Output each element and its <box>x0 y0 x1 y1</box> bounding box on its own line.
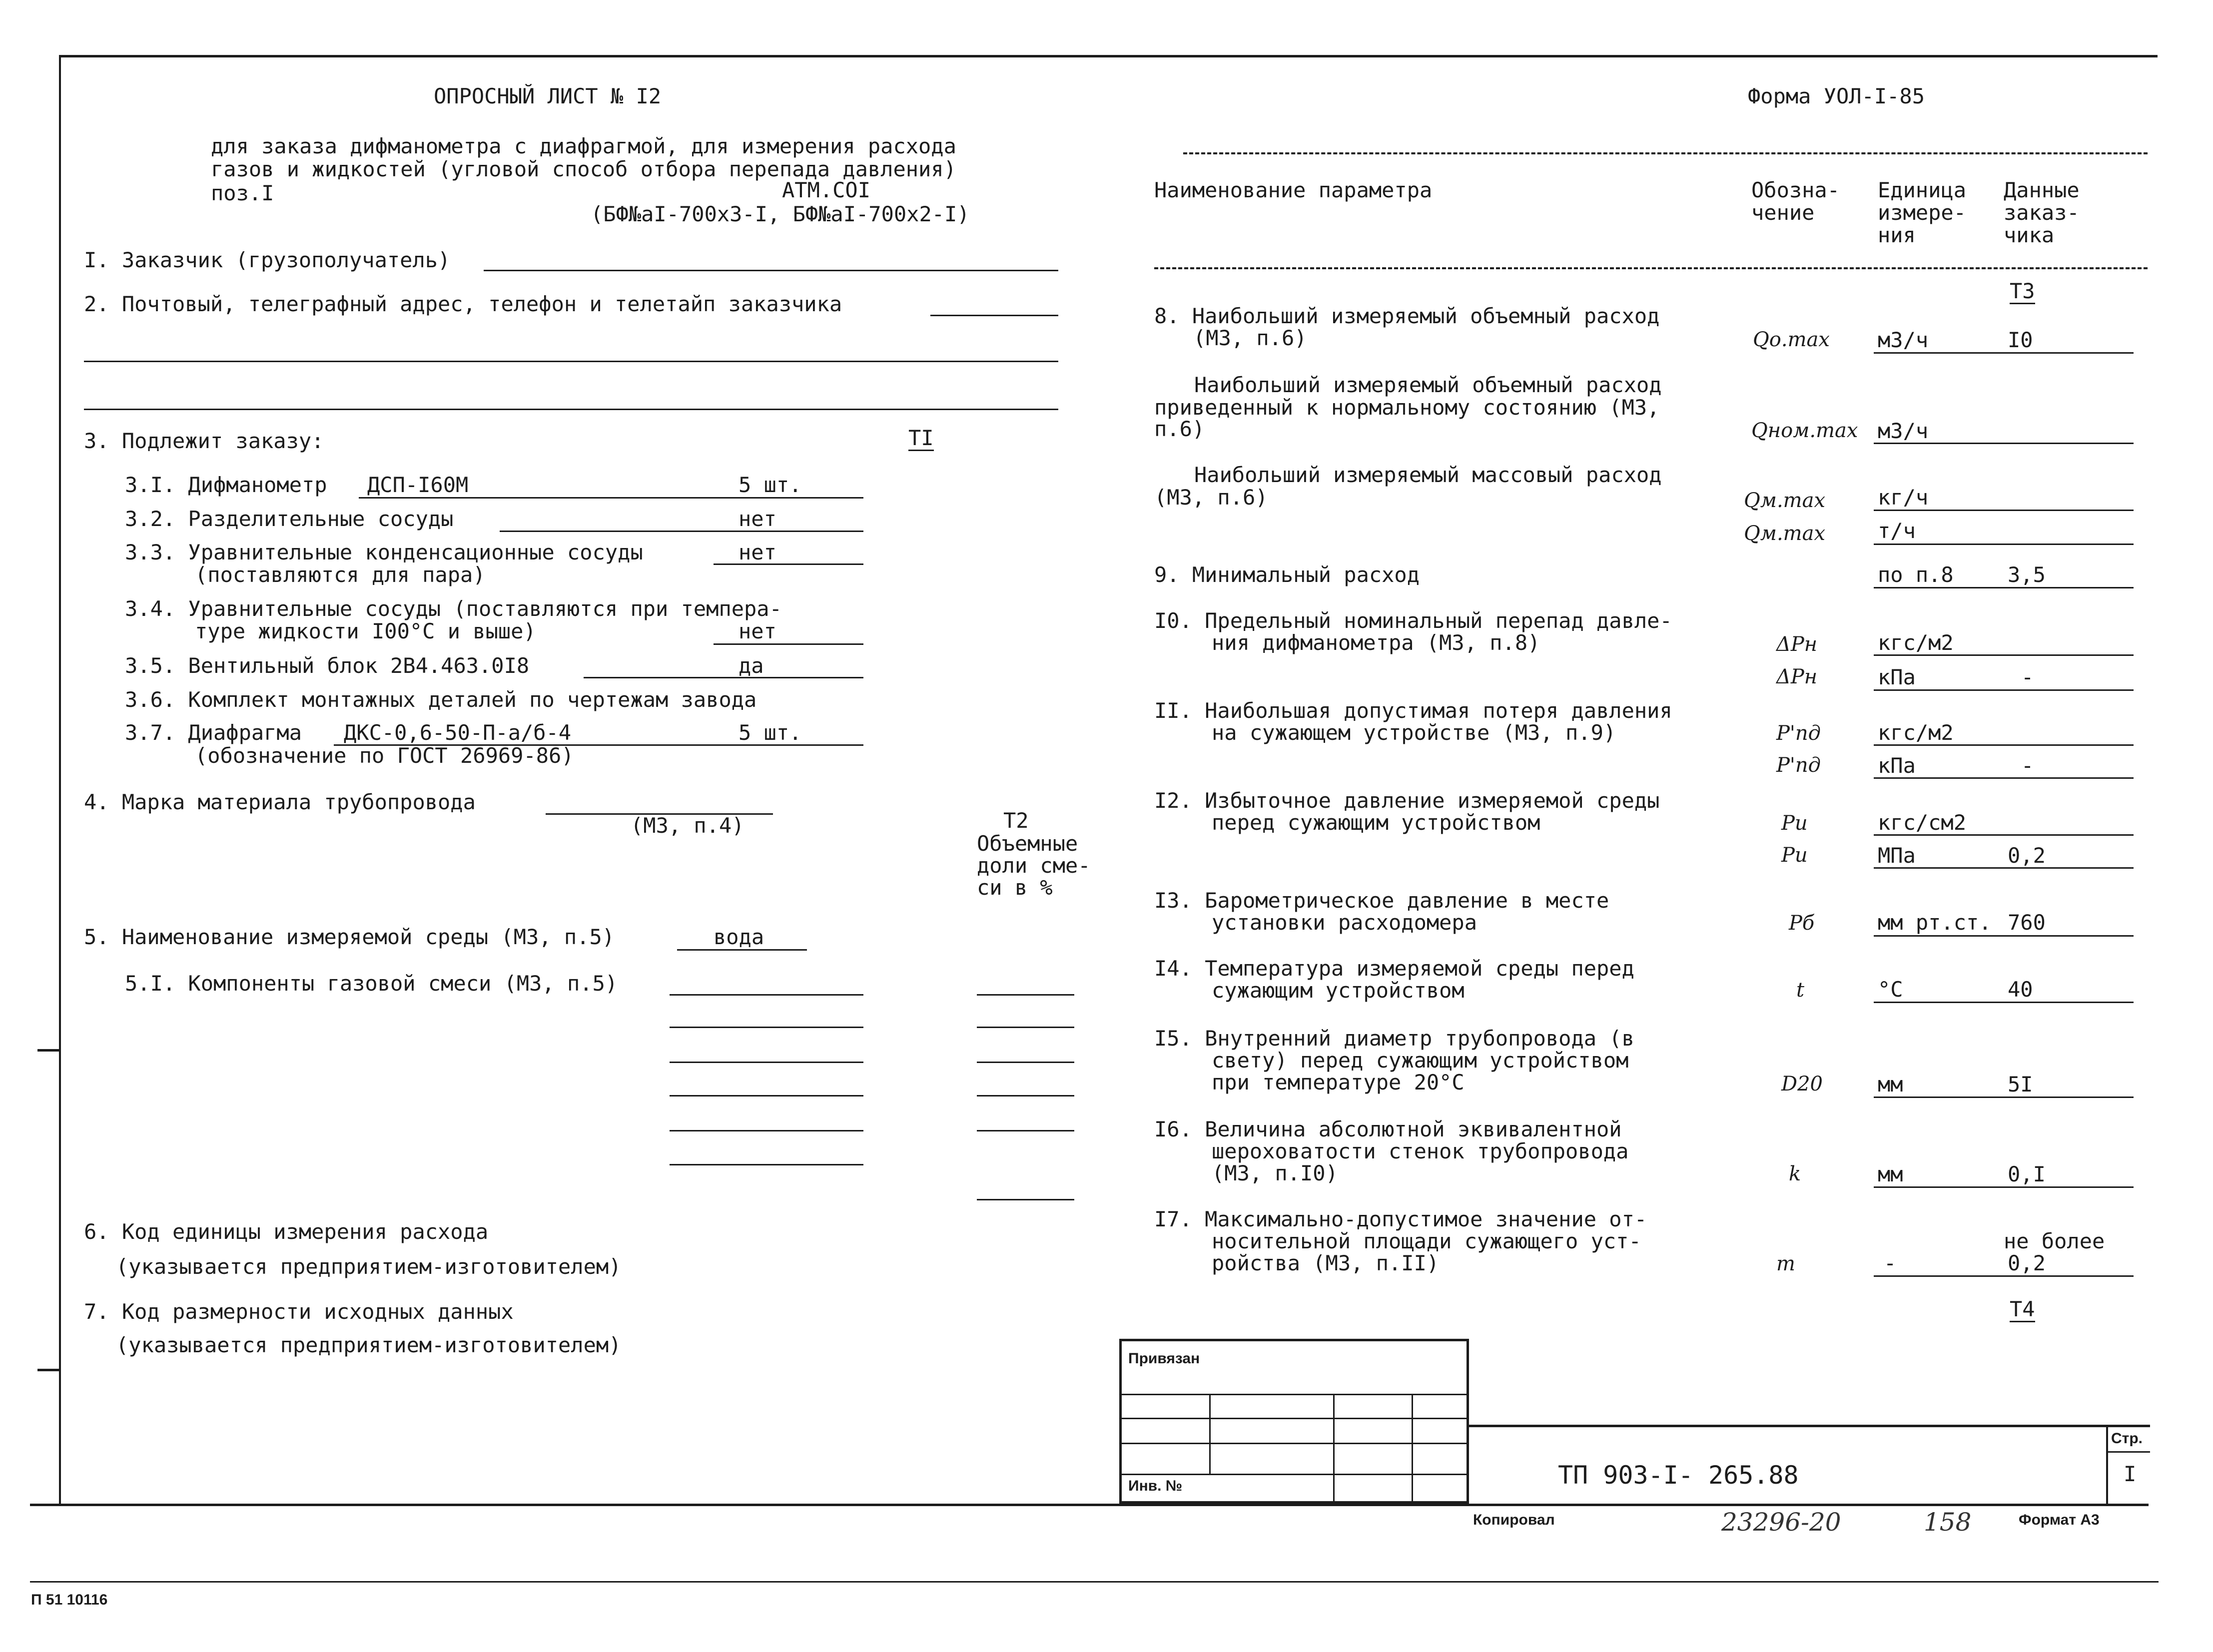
row-12-rule-1 <box>1874 834 2134 836</box>
col-name-header: Наименование параметра <box>1154 178 1433 202</box>
page-label: Стр. <box>2111 1430 2143 1447</box>
row-14-unit: °С <box>1878 977 1903 1002</box>
col-unit-header-3: ния <box>1878 223 1916 247</box>
sub-3-4-qty: нет <box>738 619 776 643</box>
row-17-rule <box>1874 1275 2134 1277</box>
sheet-title: ОПРОСНЫЙ ЛИСТ № I2 <box>434 84 662 108</box>
t2-note-1: Объемные <box>977 831 1078 856</box>
sub-3-3-label: 3.3. Уравнительные конденсационные сосуды <box>125 540 643 564</box>
row-13-unit: мм рт.ст. <box>1878 910 1992 935</box>
row-8-value: I0 <box>2008 328 2033 352</box>
page-bottom-rule <box>30 1581 2159 1583</box>
sub-3-3-line <box>714 563 863 565</box>
row-17-value-1: не более <box>2004 1229 2105 1253</box>
row-10-line1: I0. Предельный номинальный перепад давле- <box>1154 608 1672 633</box>
col-unit-header-1: Единица <box>1878 178 1967 202</box>
col-data-header-1: Данные <box>2004 178 2080 202</box>
row-12-symbol-2: Pи <box>1781 844 1808 867</box>
row-10-value-2: - <box>2021 665 2034 689</box>
comp-line-1 <box>670 994 863 996</box>
col-symbol-header-2: чение <box>1751 200 1815 225</box>
item-2-address: 2. Почтовый, телеграфный адрес, телефон и телетайп заказчика <box>84 292 842 316</box>
comp-line-4 <box>670 1095 863 1097</box>
row-8c-line2: (М3, п.6) <box>1154 485 1268 510</box>
sub-3-7-value: ДКС-0,6-50-П-а/б-4 <box>344 720 572 745</box>
col-data-header-3: чика <box>2004 223 2055 247</box>
sub-3-1-qty: 5 шт. <box>738 473 802 497</box>
row-8b-line3: п.6) <box>1154 417 1205 441</box>
row-12-unit-2: МПа <box>1878 843 1916 868</box>
sub-3-7-note: (обозначение по ГОСТ 26969-86) <box>195 743 574 768</box>
row-8b-line2: приведенный к нормальному состоянию (М3, <box>1154 395 1660 420</box>
row-10-rule-2 <box>1874 689 2134 691</box>
subtitle-line-2: газов и жидкостей (угловой способ отбора перепада давления) <box>211 157 956 181</box>
row-12-rule-2 <box>1874 867 2134 869</box>
row-16-unit: мм <box>1878 1162 1903 1186</box>
frac-line-2 <box>977 1027 1074 1028</box>
sub-3-5-label: 3.5. Вентильный блок 2В4.463.0I8 <box>125 653 530 678</box>
t2-label: Т2 <box>1003 808 1029 833</box>
item-5-medium: 5. Наименование измеряемой среды (М3, п.5) <box>84 925 615 949</box>
stamp-row-1 <box>1119 1394 1467 1395</box>
format-label: Формат А3 <box>2019 1512 2100 1528</box>
row-10-unit-2: кПа <box>1878 665 1916 689</box>
frac-line-3 <box>977 1062 1074 1063</box>
row-9-label: 9. Минимальный расход <box>1154 562 1420 587</box>
row-15-symbol: D20 <box>1781 1073 1823 1096</box>
row-12-line1: I2. Избыточное давление измеряемой среды <box>1154 788 1660 813</box>
comp-line-3 <box>670 1062 863 1063</box>
row-16-value: 0,I <box>2008 1162 2046 1186</box>
copied-label: Копировал <box>1473 1512 1555 1528</box>
row-8-line1: 8. Наибольший измеряемый объемный расход <box>1154 304 1660 328</box>
row-16-line1: I6. Величина абсолютной эквивалентной <box>1154 1117 1622 1141</box>
row-8b-symbol: Qном.max <box>1751 419 1858 442</box>
item-2-line-b <box>84 361 1058 362</box>
row-9-unit: по п.8 <box>1878 562 1954 587</box>
sub-3-2-label: 3.2. Разделительные сосуды <box>125 507 454 531</box>
frame-top <box>59 55 2158 57</box>
item-1-line <box>484 270 1058 271</box>
row-15-value: 5I <box>2008 1072 2033 1097</box>
binding-mark-2 <box>37 1369 60 1371</box>
row-12-symbol-1: Pи <box>1781 812 1808 835</box>
row-8c-unit-2: т/ч <box>1878 519 1916 543</box>
sub-3-3-note: (поставляются для пара) <box>195 562 486 587</box>
stamp-privyazan: Привязан <box>1128 1350 1200 1367</box>
t2-note-2: доли сме- <box>977 853 1091 878</box>
sub-3-1-label: 3.I. Дифманометр <box>125 473 327 497</box>
title-block-top <box>1467 1425 2150 1427</box>
page-cell-divider <box>2106 1451 2150 1453</box>
item-5-value: вода <box>714 925 764 949</box>
item-4-ref: (М3, п.4) <box>631 813 744 838</box>
row-11-unit-2: кПа <box>1878 753 1916 778</box>
sub-3-1-line <box>359 497 863 499</box>
row-11-value-2: - <box>2021 753 2034 778</box>
row-13-value: 760 <box>2008 910 2046 935</box>
subtitle-codes: (БФ№аI-700х3-I, БФ№аI-700х2-I) <box>591 202 970 226</box>
page-number: I <box>2124 1462 2137 1486</box>
row-16-symbol: k <box>1789 1162 1801 1185</box>
row-8-rule <box>1874 352 2134 354</box>
binding-mark-1 <box>37 1049 60 1052</box>
stamp-row-2 <box>1119 1418 1467 1419</box>
row-11-rule-1 <box>1874 744 2134 746</box>
row-15-rule <box>1874 1097 2134 1098</box>
row-12-line2: перед сужающим устройством <box>1212 810 1540 835</box>
frame-bottom <box>30 1504 2149 1506</box>
item-5-line <box>677 949 807 951</box>
row-8c-unit-1: кг/ч <box>1878 485 1929 510</box>
row-15-line2: свету) перед сужающим устройством <box>1212 1048 1629 1073</box>
row-11-line1: II. Наибольшая допустимая потеря давления <box>1154 698 1672 723</box>
item-4-material: 4. Марка материала трубопровода <box>84 790 476 814</box>
t2-note-3: си в % <box>977 875 1053 900</box>
row-11-rule-2 <box>1874 777 2134 779</box>
row-8-symbol: Qо.max <box>1753 328 1830 351</box>
sub-3-5-qty: да <box>738 653 764 678</box>
comp-line-5 <box>670 1130 863 1131</box>
subtitle-atm: АТМ.СОI <box>782 178 871 202</box>
t4-label: Т4 <box>2010 1297 2035 1321</box>
frame-left <box>59 56 61 1505</box>
item-2-line-a <box>930 315 1058 316</box>
row-13-rule <box>1874 935 2134 937</box>
col-data-header-2: заказ- <box>2004 200 2080 225</box>
sub-3-5-line <box>584 677 863 678</box>
sub-3-4-line2: туре жидкости I00°С и выше) <box>195 619 536 643</box>
frac-line-4 <box>977 1095 1074 1097</box>
sub-3-1-value: ДСП-I60М <box>367 473 469 497</box>
col-symbol-header-1: Обозна- <box>1751 178 1840 202</box>
row-17-line2: носительной площади сужающего уст- <box>1212 1229 1641 1253</box>
row-9-value: 3,5 <box>2008 562 2046 587</box>
header-dash-top <box>1183 152 2148 154</box>
row-16-rule <box>1874 1186 2134 1188</box>
sub-3-6-label: 3.6. Комплект монтажных деталей по чертежам завода <box>125 687 757 712</box>
row-10-unit-1: кгс/м2 <box>1878 630 1954 655</box>
stamp-inv: Инв. № <box>1128 1478 1183 1494</box>
sub-3-7-qty: 5 шт. <box>738 720 802 745</box>
item-1-customer: I. Заказчик (грузополучатель) <box>84 248 451 272</box>
row-10-symbol-2: ΔPн <box>1776 665 1818 688</box>
row-17-line3: ройства (М3, п.II) <box>1212 1251 1440 1275</box>
row-8b-rule <box>1874 443 2134 444</box>
row-15-unit: мм <box>1878 1072 1903 1097</box>
frac-line-5 <box>977 1130 1074 1131</box>
row-13-symbol: Pб <box>1789 912 1815 935</box>
row-11-symbol-2: P'пд <box>1776 754 1821 777</box>
row-11-unit-1: кгс/м2 <box>1878 720 1954 745</box>
stamp-row-4 <box>1119 1474 1467 1475</box>
row-9-rule <box>1874 587 2134 588</box>
row-17-value-2: 0,2 <box>2008 1251 2046 1275</box>
row-11-line2: на сужающем устройстве (М3, п.9) <box>1212 720 1616 745</box>
row-13-line2: установки расходомера <box>1212 910 1477 935</box>
sub-3-3-qty: нет <box>738 540 776 564</box>
col-unit-header-2: измере- <box>1878 200 1967 225</box>
sub-3-4-rule <box>714 643 863 645</box>
t3-label: Т3 <box>2010 279 2035 303</box>
row-16-line3: (М3, п.I0) <box>1212 1161 1338 1185</box>
item-2-line-c <box>84 409 1058 410</box>
row-10-symbol-1: ΔPн <box>1776 633 1818 656</box>
row-17-unit: - <box>1884 1251 1897 1275</box>
handwritten-number: 23296-20 <box>1721 1508 1841 1537</box>
comp-line-2 <box>670 1027 863 1028</box>
stamp-col-1 <box>1209 1394 1211 1474</box>
sub-3-7-label: 3.7. Диафрагма <box>125 720 302 745</box>
row-8c-symbol-2: Qм.max <box>1744 522 1826 545</box>
item-3-order: 3. Подлежит заказу: <box>84 429 324 453</box>
doc-code: ТП 903-I- 265.88 <box>1558 1461 1799 1490</box>
t1-label: ТI <box>908 426 934 450</box>
row-11-symbol-1: P'пд <box>1776 722 1821 745</box>
row-8c-symbol-1: Qм.max <box>1744 489 1826 512</box>
item-7-line2: (указывается предприятием-изготовителем) <box>116 1333 622 1357</box>
form-code: Форма УОЛ-I-85 <box>1748 84 1925 108</box>
comp-line-6 <box>670 1164 863 1165</box>
row-12-unit-1: кгс/см2 <box>1878 810 1967 835</box>
row-17-line1: I7. Максимально-допустимое значение от- <box>1154 1207 1647 1231</box>
item-5-1-components: 5.I. Компоненты газовой смеси (М3, п.5) <box>125 971 618 996</box>
row-15-line3: при температуре 20°С <box>1212 1070 1465 1095</box>
page-cell-left <box>2106 1425 2108 1505</box>
row-8b-unit: м3/ч <box>1878 419 1929 443</box>
stamp-col-2 <box>1333 1394 1335 1501</box>
footer-code: П 51 10116 <box>31 1592 108 1608</box>
subtitle-line-1: для заказа дифманометра с диафрагмой, для измерения расхода <box>211 134 956 158</box>
row-14-line1: I4. Температура измеряемой среды перед <box>1154 956 1634 981</box>
sub-3-2-line <box>500 531 863 532</box>
row-14-symbol: t <box>1796 979 1805 1002</box>
stamp-row-3 <box>1119 1443 1467 1444</box>
sub-3-4-line1: 3.4. Уравнительные сосуды (поставляются при темпера- <box>125 596 782 621</box>
row-8c-rule-2 <box>1874 544 2134 545</box>
frac-line-1 <box>977 994 1074 996</box>
row-15-line1: I5. Внутренний диаметр трубопровода (в <box>1154 1026 1634 1051</box>
row-8c-rule-1 <box>1874 510 2134 511</box>
frac-line-6 <box>977 1199 1074 1200</box>
row-14-line2: сужающим устройством <box>1212 978 1465 1003</box>
item-6-line2: (указывается предприятием-изготовителем) <box>116 1254 622 1279</box>
header-dash-bottom <box>1154 267 2148 269</box>
row-16-line2: шероховатости стенок трубопровода <box>1212 1139 1629 1163</box>
stamp-col-3 <box>1412 1394 1413 1501</box>
row-14-value: 40 <box>2008 977 2033 1002</box>
row-8b-line1: Наибольший измеряемый объемный расход <box>1194 373 1662 397</box>
row-8c-line1: Наибольший измеряемый массовый расход <box>1194 463 1662 487</box>
sub-3-2-qty: нет <box>738 507 776 531</box>
row-10-line2: ния дифманометра (М3, п.8) <box>1212 630 1540 655</box>
handwritten-number-2: 158 <box>1924 1508 1972 1537</box>
row-17-symbol: m <box>1776 1252 1795 1275</box>
row-8-unit: м3/ч <box>1878 328 1929 352</box>
item-6-line1: 6. Код единицы измерения расхода <box>84 1219 489 1244</box>
subtitle-pos: поз.I <box>211 181 274 205</box>
item-7-line1: 7. Код размерности исходных данных <box>84 1299 514 1324</box>
row-10-rule-1 <box>1874 654 2134 656</box>
row-13-line1: I3. Барометрическое давление в месте <box>1154 888 1609 913</box>
row-12-value-2: 0,2 <box>2008 843 2046 868</box>
row-14-rule <box>1874 1002 2134 1003</box>
row-8-line2: (М3, п.6) <box>1193 326 1307 350</box>
